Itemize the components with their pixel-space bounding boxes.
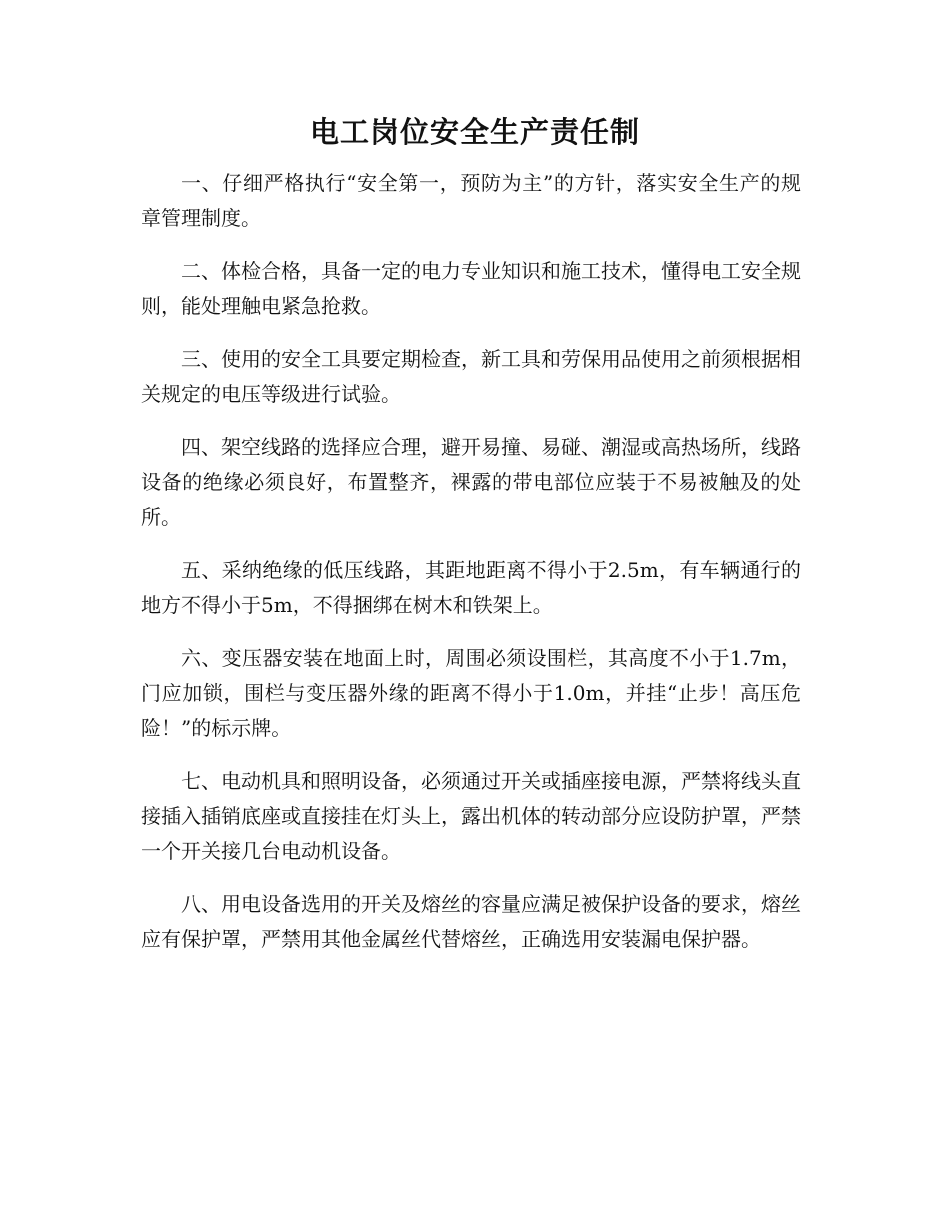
paragraph-5: 五、采纳绝缘的低压线路，其距地距离不得小于2.5m，有车辆通行的地方不得小于5m，不得捆绑在树木和铁架上。 — [141, 558, 801, 617]
document-title: 电工岗位安全生产责任制 — [309, 115, 640, 149]
document-body — [141, 166, 801, 975]
paragraph-8: 八、用电设备选用的开关及熔丝的容量应满足被保护设备的要求，熔丝应有保护罩，严禁用其他金属丝代替熔丝，正确选用安装漏电保护器。 — [141, 892, 801, 951]
paragraph-7: 七、电动机具和照明设备，必须通过开关或插座接电源，严禁将线头直接插入插销底座或直接挂在灯头上，露出机体的转动部分应设防护罩，严禁一个开关接几台电动机设备。 — [141, 769, 801, 863]
paragraph-6: 六、变压器安装在地面上时，周围必须设围栏，其高度不小于1.7m，门应加锁，围栏与变压器外缘的距离不得小于1.0m，并挂“止步！高压危险！”的标示牌。 — [141, 646, 801, 740]
paragraph-2: 二、体检合格，具备一定的电力专业知识和施工技术，懂得电工安全规则，能处理触电紧急抢救。 — [141, 259, 801, 318]
paragraph-4: 四、架空线路的选择应合理，避开易撞、易碰、潮湿或高热场所，线路设备的绝缘必须良好，布置整齐，裸露的带电部位应装于不易被触及的处所。 — [141, 435, 801, 529]
paragraph-1: 一、仔细严格执行“安全第一，预防为主”的方针，落实安全生产的规章管理制度。 — [141, 171, 801, 230]
paragraph-3: 三、使用的安全工具要定期检查，新工具和劳保用品使用之前须根据相关规定的电压等级进行试验。 — [141, 347, 801, 406]
